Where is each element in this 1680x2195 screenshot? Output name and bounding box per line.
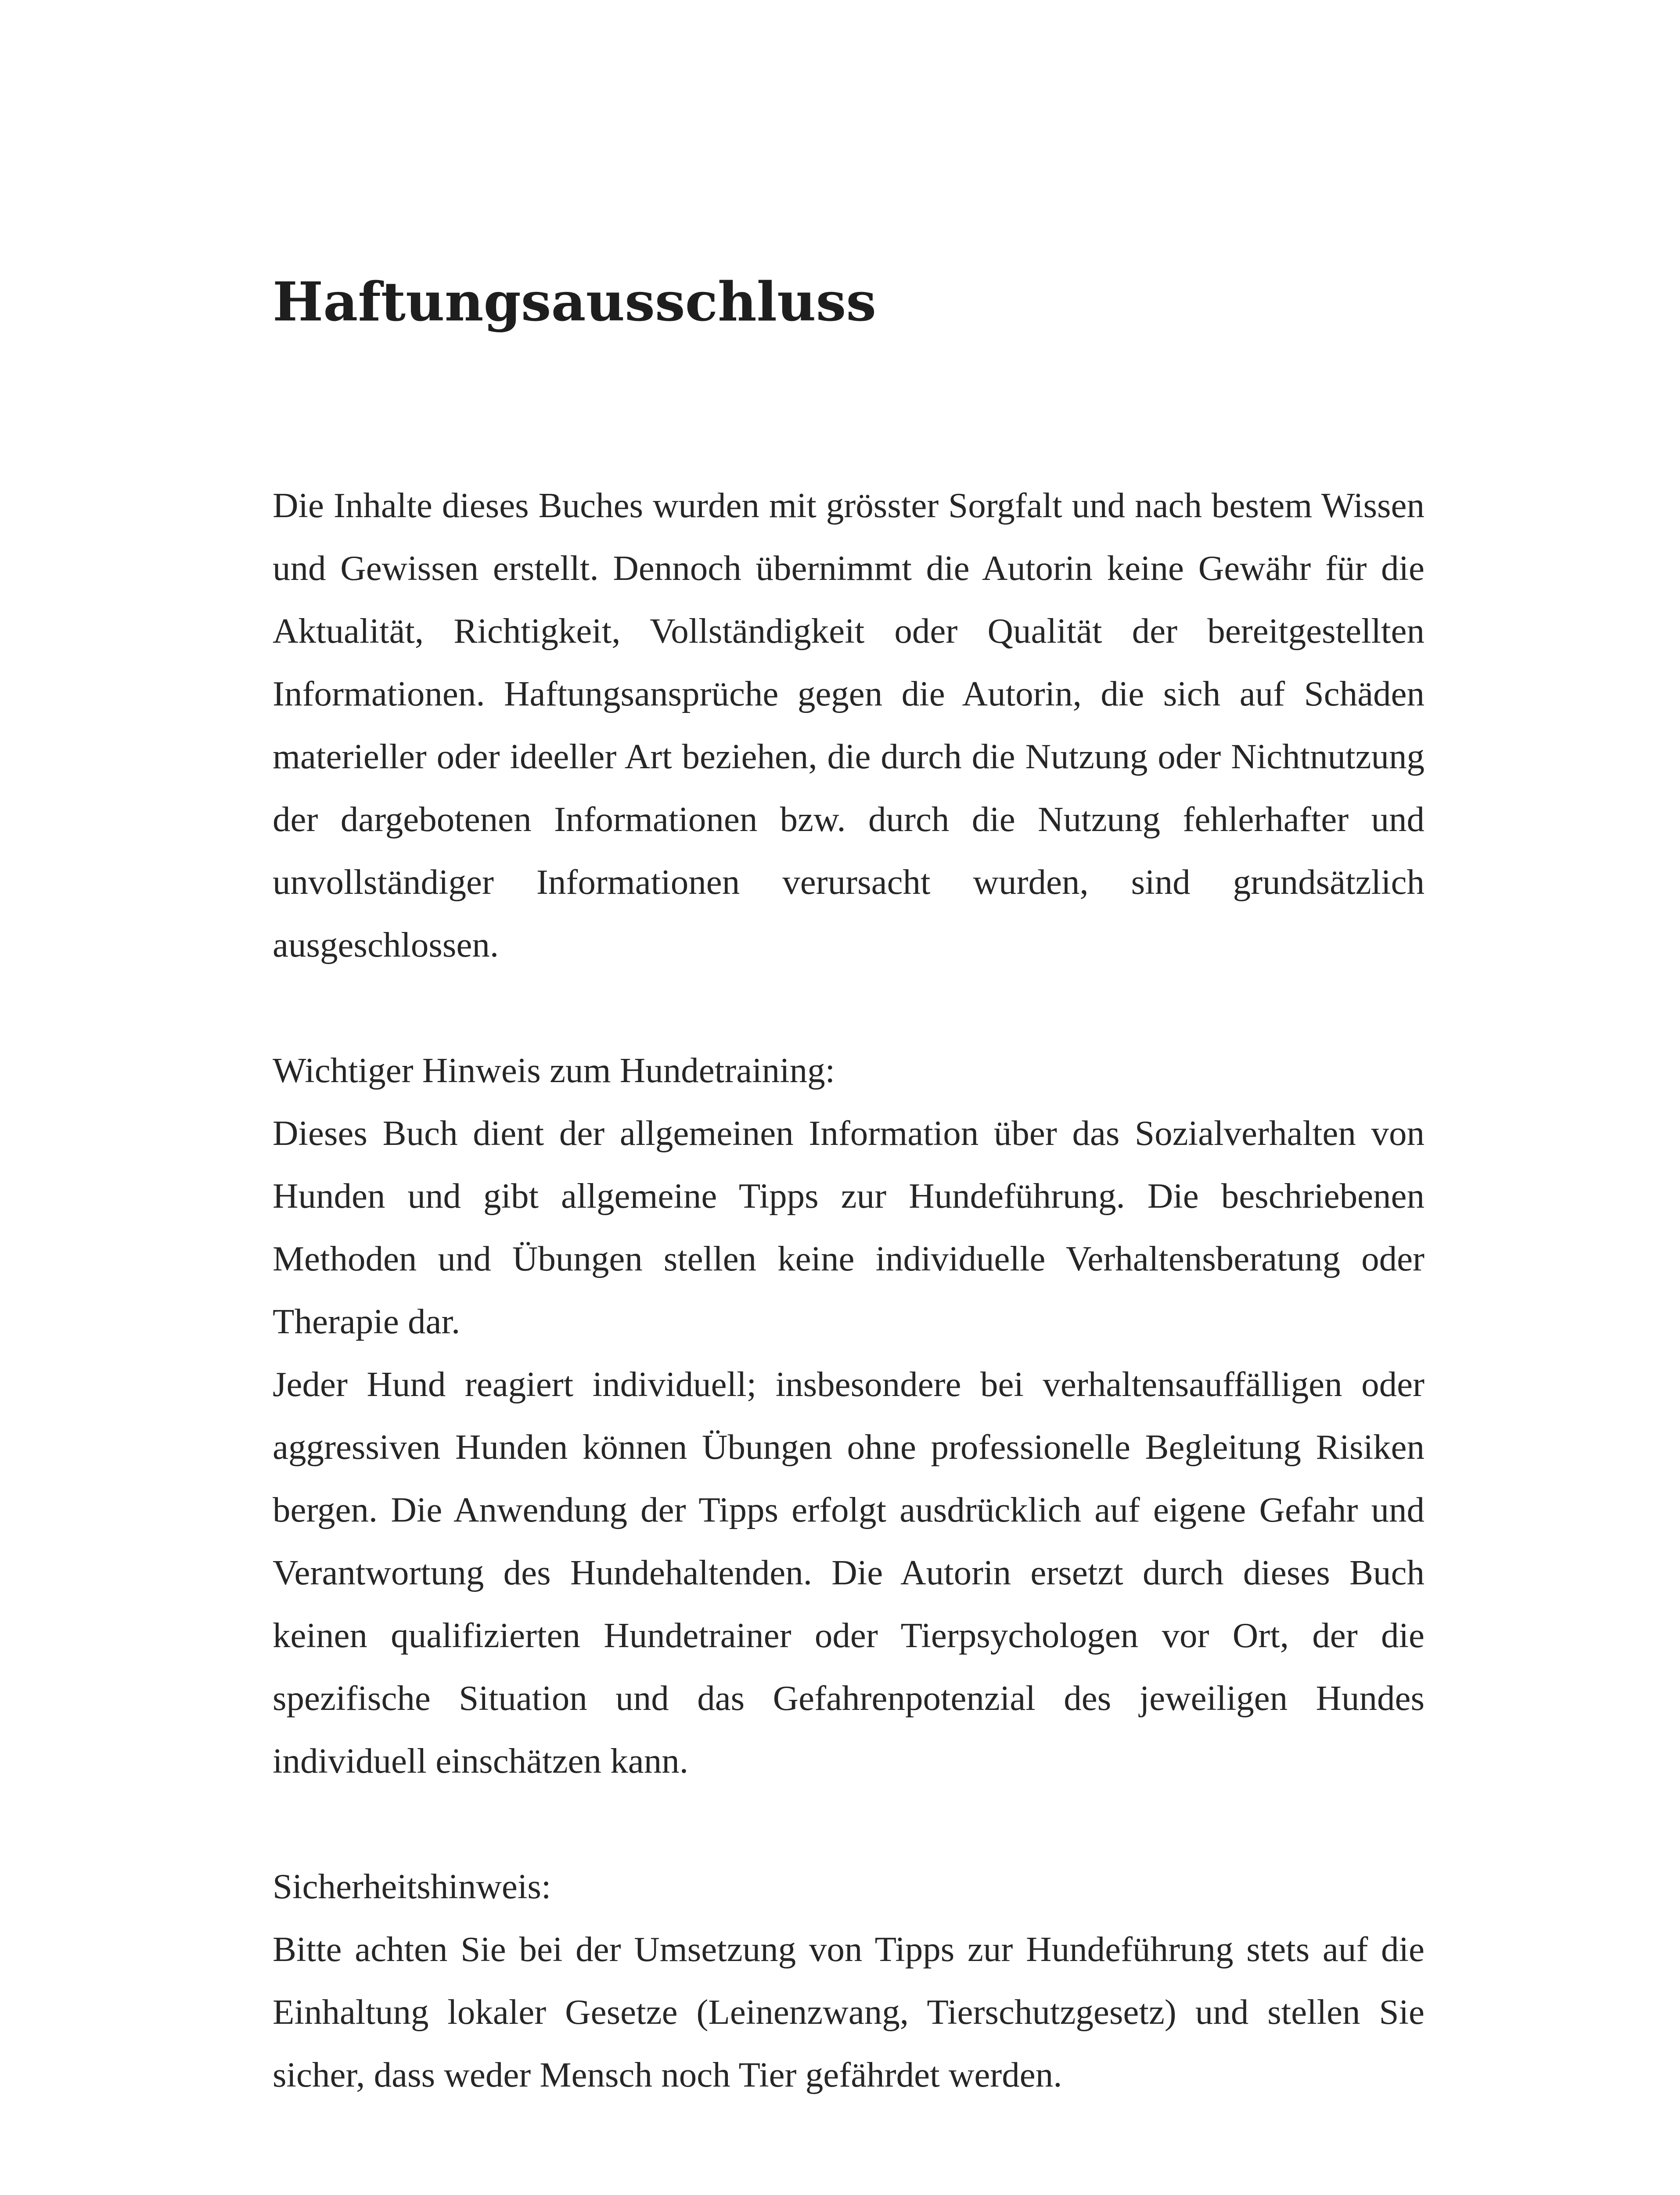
paragraph-gap <box>273 1792 1425 1855</box>
safety-notice-heading: Sicherheitshinweis: <box>273 1867 551 1906</box>
disclaimer-paragraph: Die Inhalte dieses Buches wurden mit grösster Sorgfalt und nach bestem Wissen und Gewissen erstellt. Dennoch übernimmt die Autorin keine Gewähr für die Aktualität, Richtigkeit, Vollständigkeit oder Qualität der bereitgestellten Informationen. Haftungsansprüche gegen die Autorin, die sich auf Schäden materieller oder ideeller Art beziehen, die durch die Nutzung oder Nichtnutzung der dargebotenen Informationen bzw. durch die Nutzung fehlerhafter und unvollständiger Informationen verursacht wurden, sind grundsätzlich ausgeschlossen. <box>273 486 1425 964</box>
individual-risk-paragraph: Jeder Hund reagiert individuell; insbesondere bei verhaltensauffälligen oder aggressiven Hunden können Übungen ohne professionelle Begleitung Risiken bergen. Die Anwendung der Tipps erfolgt ausdrücklich auf eigene Gefahr und Verantwortung des Hundehaltenden. Die Autorin ersetzt durch dieses Buch keinen qualifizierten Hundetrainer oder Tierpsychologen vor Ort, der die spezifische Situation und das Gefahrenpotenzial des jeweiligen Hundes individuell einschätzen kann. <box>273 1364 1425 1781</box>
training-notice-heading: Wichtiger Hinweis zum Hundetraining: <box>273 1051 835 1090</box>
safety-notice-paragraph: Bitte achten Sie bei der Umsetzung von Tipps zur Hundeführung stets auf die Einhaltung lokaler Gesetze (Leinenzwang, Tierschutzgesetz) und stellen Sie sicher, dass weder Mensch noch Tier gefährdet werden. <box>273 1929 1425 2094</box>
training-notice-paragraph: Dieses Buch dient der allgemeinen Information über das Sozialverhalten von Hunden und gibt allgemeine Tipps zur Hundeführung. Die beschriebenen Methoden und Übungen stellen keine individuelle Verhaltensberatung oder Therapie dar. <box>273 1113 1425 1341</box>
paragraph-gap <box>273 976 1425 1039</box>
page-title: Haftungsausschluss <box>273 270 877 333</box>
document-body <box>273 474 1425 2106</box>
